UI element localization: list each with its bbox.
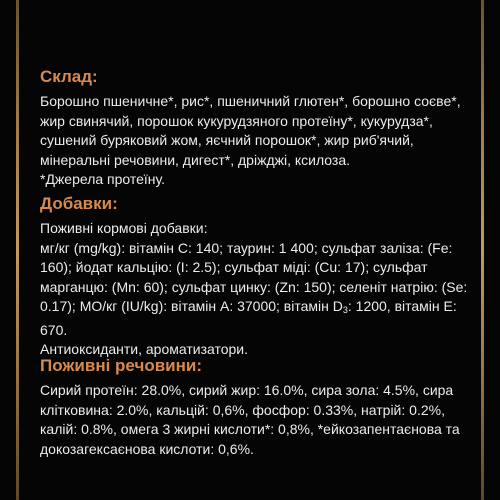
additives-body	[40, 219, 476, 360]
nutrients-body	[40, 381, 476, 459]
composition-heading: Склад:	[40, 67, 98, 86]
gold-frame-line-left	[16, 0, 19, 500]
gold-frame-line-right	[481, 0, 484, 500]
composition-footnote: *Джерела протеїну.	[40, 171, 166, 187]
composition-text: Борошно пшеничне*, рис*, пшеничний глютен*, борошно соєве*, жир свинячий, порошок кукурудзяного протеїну*, кукурудза*, сушений буряковий жом, яєчний порошок*, жир риб'ячий, мінеральні речовини, дигест*, дріжджі, ксилоза.	[40, 93, 461, 168]
nutrients-text: Сирий протеїн: 28.0%, сирий жир: 16.0%, сира зола: 4.5%, сира клітковина: 2.0%, кальцій: 0,6%, фосфор: 0.33%, натрій: 0.2%, калій: 0.8%, омега 3 жирні кислоти*: 0,8%, *ейкозапентаєнова та докозагексаєнова кислоти: 0,6%.	[40, 382, 460, 457]
composition-section	[40, 66, 476, 190]
additives-list-main: мг/кг (mg/kg): вітамін С: 140; таурин: 1 400; сульфат заліза: (Fe: 160); йодат кальцію: (I: 2.5); сульфат міді: (Cu: 17); сульфат марганцю: (Mn: 60); сульфат цинку: (Zn: 150); селеніт натрію: (Se: 0.17); МО/кг (IU/kg): вітамін А: 37000; вітамін D	[40, 239, 468, 314]
additives-section	[40, 193, 476, 360]
additives-antioxidants: Антиоксиданти, ароматизатори.	[40, 341, 249, 357]
additives-list	[40, 239, 476, 341]
additives-list-end: : 1200, вітамін Е: 670.	[40, 298, 457, 338]
vitamin-d-subscript: 3	[342, 305, 348, 315]
nutrients-heading: Поживні речовини:	[40, 356, 202, 375]
additives-intro: Поживні кормові добавки:	[40, 220, 208, 236]
additives-heading: Добавки:	[40, 194, 118, 213]
nutrients-section	[40, 355, 476, 459]
composition-body	[40, 92, 476, 190]
